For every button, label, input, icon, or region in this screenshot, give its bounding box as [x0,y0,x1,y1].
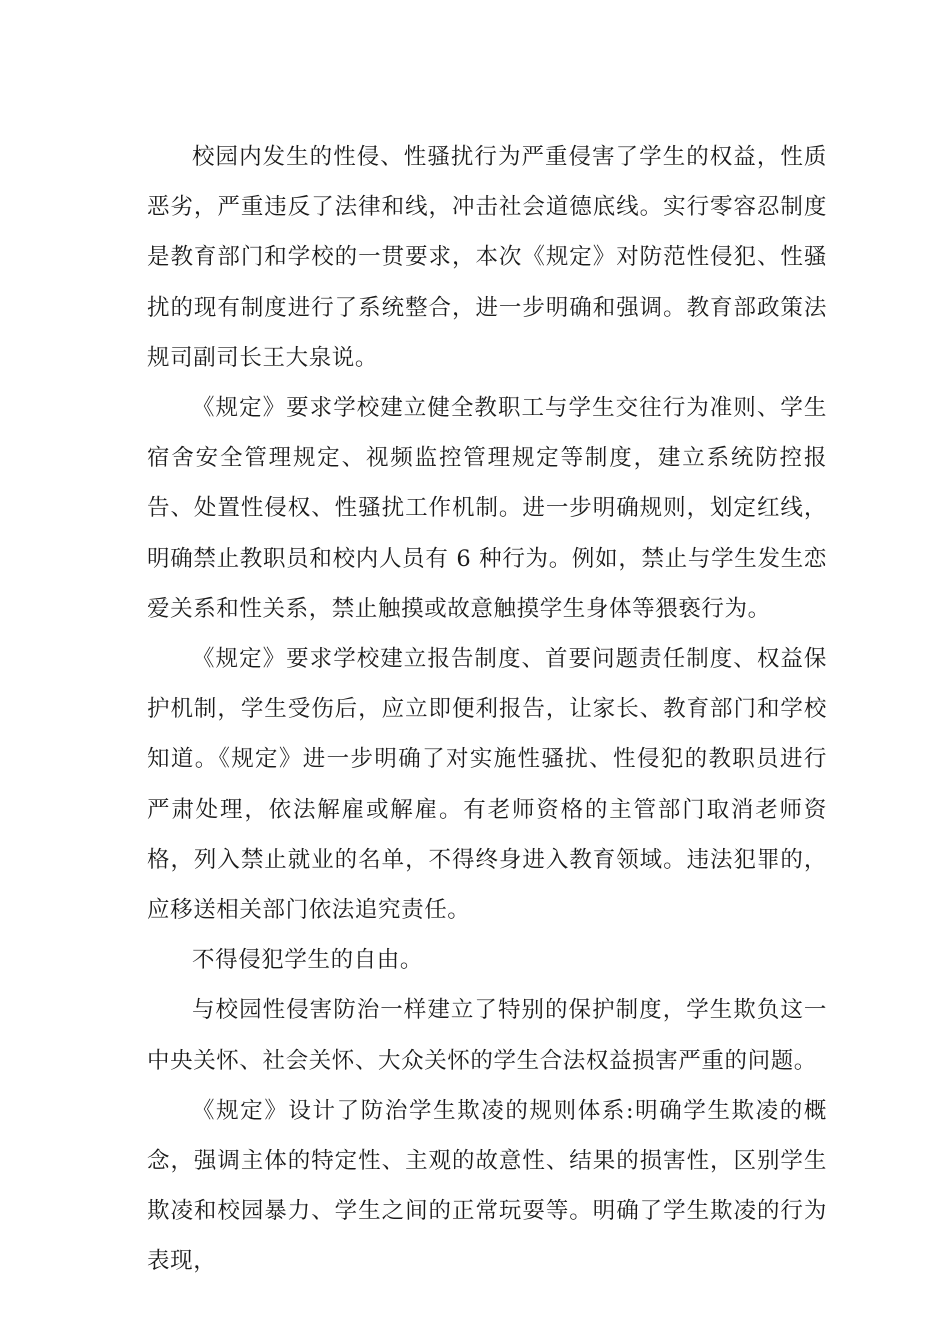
paragraph-4: 不得侵犯学生的自由。 [192,947,424,974]
paragraph-3: 《规定》要求学校建立报告制度、首要问题责任制度、权益保护机制，学生受伤后，应立即便利报告，让家长、教育部门和学校知道。《规定》进一步明确了对实施性骚扰、性侵犯的教职员进行严肃处理，依法解雇或解雇。有老师资格的主管部门取消老师资格，列入禁止就业的名单，不得终身进入教育领域。违法犯罪的，应移送相关部门依法追究责任。 [147,646,827,924]
paragraph-5: 与校园性侵害防治一样建立了特别的保护制度，学生欺负这一中央关怀、社会关怀、大众关怀的学生合法权益损害严重的问题。 [147,997,827,1074]
document-body [147,132,827,1287]
paragraph-1: 校园内发生的性侵、性骚扰行为严重侵害了学生的权益，性质恶劣，严重违反了法律和线，冲击社会道德底线。实行零容忍制度是教育部门和学校的一贯要求，本次《规定》对防范性侵犯、性骚扰的现有制度进行了系统整合，进一步明确和强调。教育部政策法规司副司长王大泉说。 [147,144,827,371]
paragraph-2: 《规定》要求学校建立健全教职工与学生交往行为准则、学生宿舍安全管理规定、视频监控管理规定等制度，建立系统防控报告、处置性侵权、性骚扰工作机制。进一步明确规则，划定红线，明确禁止教职员和校内人员有 6 种行为。例如，禁止与学生发生恋爱关系和性关系，禁止触摸或故意触摸学生身体等猥亵行为。 [147,395,827,622]
paragraph-6: 《规定》设计了防治学生欺凌的规则体系:明确学生欺凌的概念，强调主体的特定性、主观的故意性、结果的损害性，区别学生欺凌和校园暴力、学生之间的正常玩耍等。明确了学生欺凌的行为表现， [147,1097,827,1275]
